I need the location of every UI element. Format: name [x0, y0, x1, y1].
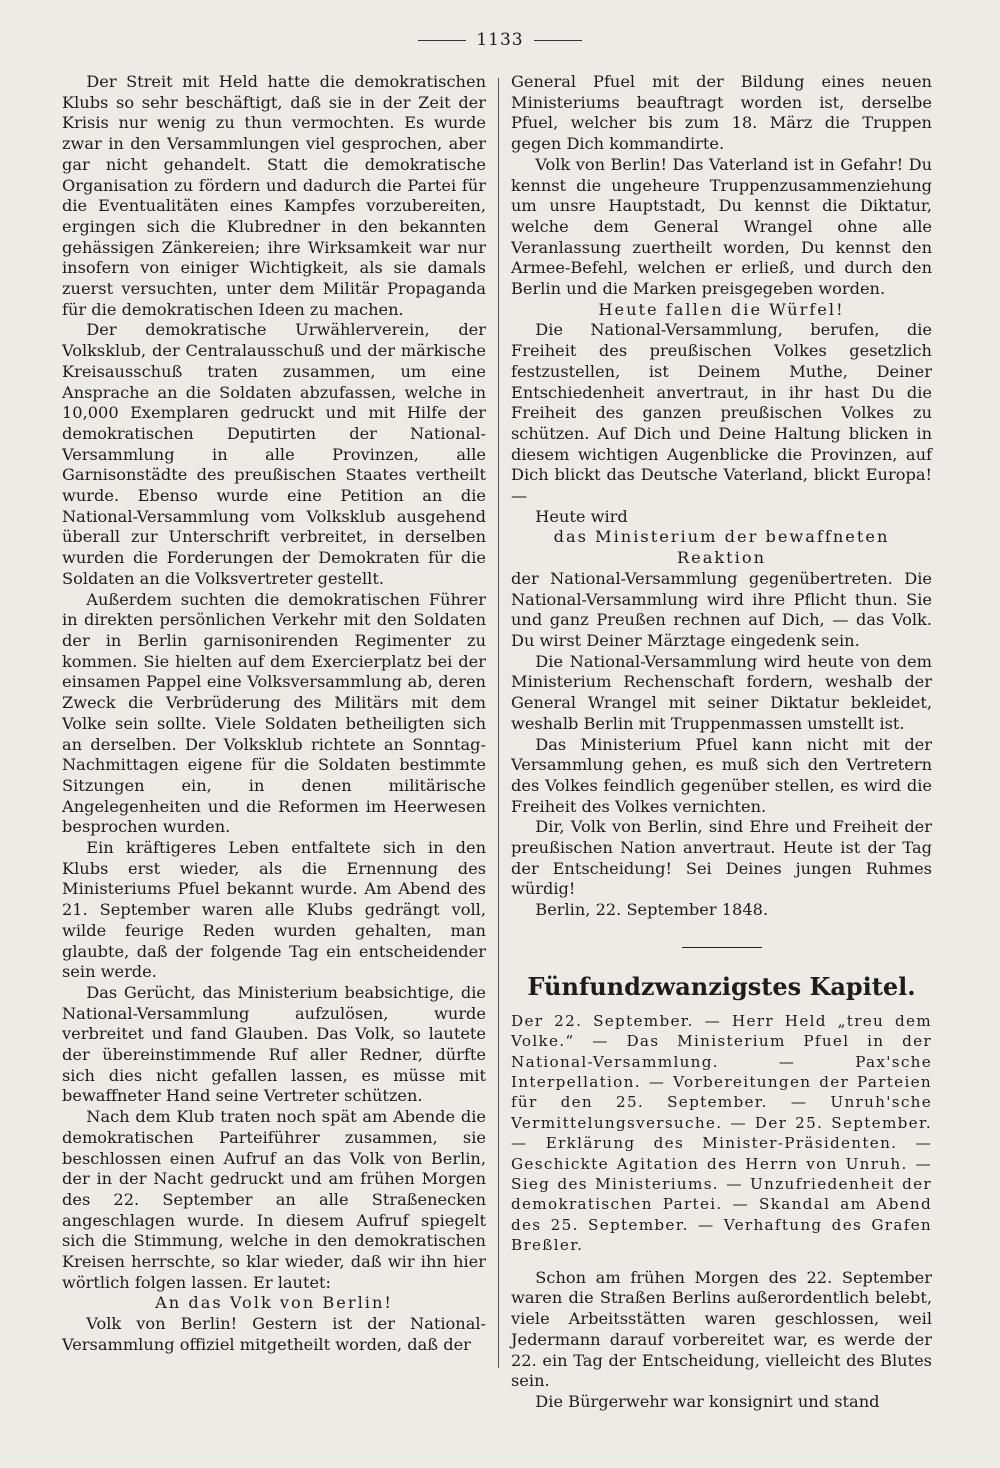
page-header	[0, 30, 1000, 50]
spaced-line: Reaktion	[676, 548, 767, 568]
chapter-summary: Der 22. September. — Herr Held „treu dem Volke.“ — Das Ministerium Pfuel in der National-Versammlung. — Pax'sche Interpellation. — Vorbereitungen der Parteien für den 25. September. — Unruh'sche Vermittelungsversuche. — Der 25. September. — Erklärung des Minister-Präsidenten. — Geschickte Agitation des Herrn von Unruh. — Sieg des Ministeriums. — Unzufriedenheit der demokratischen Partei. — Skandal am Abend des 25. September. — Verhaftung des Grafen Breßler.	[511, 1011, 932, 1255]
paragraph: Die National-Versammlung, berufen, die Freiheit des preußischen Volkes gesetzlich festzustellen, ist Deinem Muthe, Deiner Entschiedenheit anvertraut, in ihr hast Du die Freiheit des ganzen preußischen Volkes zu schützen. Auf Dich und Deine Haltung blicken in diesem wichtigen Augenblicke die Provinzen, auf Dich blickt das Deutsche Vaterland, blickt Europa! —	[511, 320, 932, 506]
paragraph: Volk von Berlin! Das Vaterland ist in Gefahr! Du kennst die ungeheure Truppenzusammenziehung um unsre Hauptstadt, Du kennst die Diktatur, welche dem General Wrangel ohne alle Veranlassung zuertheilt worden, Du kennst den Armee-Befehl, welchen er erließ, und durch den Berlin und die Marken preisgegeben worden.	[511, 154, 932, 299]
right-column	[511, 72, 932, 1413]
paragraph: Die Bürgerwehr war konsignirt und stand	[535, 1391, 880, 1411]
column-divider	[498, 78, 499, 1368]
paragraph: Dir, Volk von Berlin, sind Ehre und Freiheit der preußischen Nation anvertraut. Heute ist der Tag der Entscheidung! Sei Deines jungen Ruhmes würdig!	[511, 817, 932, 899]
header-rule-left	[418, 40, 466, 41]
page-number: 1133	[476, 30, 524, 50]
paragraph: Das Gerücht, das Ministerium beabsichtige, die National-Versammlung aufzulösen, wurde verbreitet und fand Glauben. Das Volk, so lautete der übereinstimmende Ruf aller Redner, dürfte sich dies nicht gefallen lassen, es müsse mit bewaffneter Hand seine Vertreter schützen.	[62, 982, 486, 1106]
spaced-line: das Ministerium der bewaffneten	[553, 527, 890, 547]
appeal-heading: An das Volk von Berlin!	[155, 1293, 393, 1313]
paragraph: Schon am frühen Morgen des 22. September waren die Straßen Berlins außerordentlich belebt, viele Arbeitsstätten waren geschlossen, weil Jedermann darauf vorbereitet war, es werde der 22. ein Tag der Entscheidung, vielleicht des Blutes sein.	[511, 1267, 932, 1391]
paragraph: General Pfuel mit der Bildung eines neuen Ministeriums beauftragt worden ist, derselbe Pfuel, welcher bis zum 18. März die Truppen gegen Dich kommandirte.	[511, 72, 932, 154]
spaced-line: Heute fallen die Würfel!	[598, 299, 845, 319]
spaced-line: Heute wird	[535, 506, 628, 526]
left-column	[62, 72, 486, 1356]
paragraph: Ein kräftigeres Leben entfaltete sich in den Klubs erst wieder, als die Ernennung des Ministeriums Pfuel bekannt wurde. Am Abend des 21. September waren alle Klubs gedrängt voll, wilde feurige Reden wurden gehalten, man glaubte, daß der folgende Tag ein entscheidender sein werde.	[62, 838, 486, 982]
paragraph: Der Streit mit Held hatte die demokratischen Klubs so sehr beschäftigt, daß sie in der Zeit der Krisis nur wenig zu thun vermochten. Es wurde zwar in den Versammlungen viel gesprochen, aber gar nicht gehandelt. Statt die demokratische Organisation zu fördern und dadurch die Partei für die Eventualitäten eines Kampfes vorzubereiten, ergingen sich die Klubredner in den bekannten gehässigen Zänkereien; ihre Wirksamkeit war nur insofern von einiger Wichtigkeit, als sie damals zuerst versuchten, unter dem Militär Propaganda für die demokratischen Ideen zu machen.	[62, 72, 486, 319]
header-rule-right	[534, 40, 582, 41]
paragraph: Die National-Versammlung wird heute von dem Ministerium Rechenschaft fordern, weshalb der General Wrangel mit seiner Diktatur bekleidet, weshalb Berlin mit Truppenmassen umstellt ist.	[511, 651, 932, 733]
paragraph: Der demokratische Urwählerverein, der Volksklub, der Centralausschuß und der märkische Kreisausschuß traten zusammen, um eine Ansprache an die Soldaten abzufassen, welche in 10,000 Exemplaren gedruckt und mit Hilfe der demokratischen Deputirten der National-Versammlung in alle Provinzen, alle Garnisonstädte des preußischen Staates vertheilt wurde. Ebenso wurde eine Petition an die National-Versammlung vom Volksklub ausgehend überall zur Unterschrift verbreitet, in derselben wurden die Forderungen der Demokraten für die Soldaten an die Volksvertreter gestellt.	[62, 320, 486, 588]
section-rule	[682, 947, 762, 948]
paragraph: Das Ministerium Pfuel kann nicht mit der Versammlung gehen, es muß sich den Vertretern des Volkes feindlich gegenüber stellen, es wird die Freiheit des Volkes vernichten.	[511, 734, 932, 816]
paragraph: der National-Versammlung gegenübertreten. Die National-Versammlung wird ihre Pflicht thun. Sie und ganz Preußen rechnen auf Dich, — das Volk. Du wirst Deiner Märztage eingedenk sein.	[511, 568, 932, 650]
paragraph: Nach dem Klub traten noch spät am Abende die demokratischen Parteiführer zusammen, sie beschlossen einen Aufruf an das Volk von Berlin, der in der Nacht gedruckt und am frühen Morgen des 22. September an alle Straßenecken angeschlagen wurde. In diesem Aufruf spiegelt sich die Stimmung, welche in den demokratischen Kreisen herrschte, so klar wieder, daß wir ihn hier wörtlich folgen lassen. Er lautet:	[62, 1107, 486, 1292]
paragraph: Außerdem suchten die demokratischen Führer in direkten persönlichen Verkehr mit den Soldaten der in Berlin garnisonirenden Regimenter zu kommen. Sie hielten auf dem Exercierplatz bei der einsamen Pappel eine Volksversammlung ab, deren Zweck die Verbrüderung des Militärs mit dem Volke sein sollte. Viele Soldaten betheiligten sich an derselben. Der Volksklub richtete an Sonntag-Nachmittagen eigene für die Soldaten bestimmte Sitzungen ein, in denen militärische Angelegenheiten und die Reformen im Heerwesen besprochen wurden.	[62, 589, 486, 837]
date-line: Berlin, 22. September 1848.	[535, 900, 769, 920]
chapter-title: Fünfundzwanzigstes Kapitel.	[527, 971, 916, 1001]
paragraph: Volk von Berlin! Gestern ist der National-Versammlung offiziel mitgetheilt worden, daß der	[62, 1314, 486, 1354]
